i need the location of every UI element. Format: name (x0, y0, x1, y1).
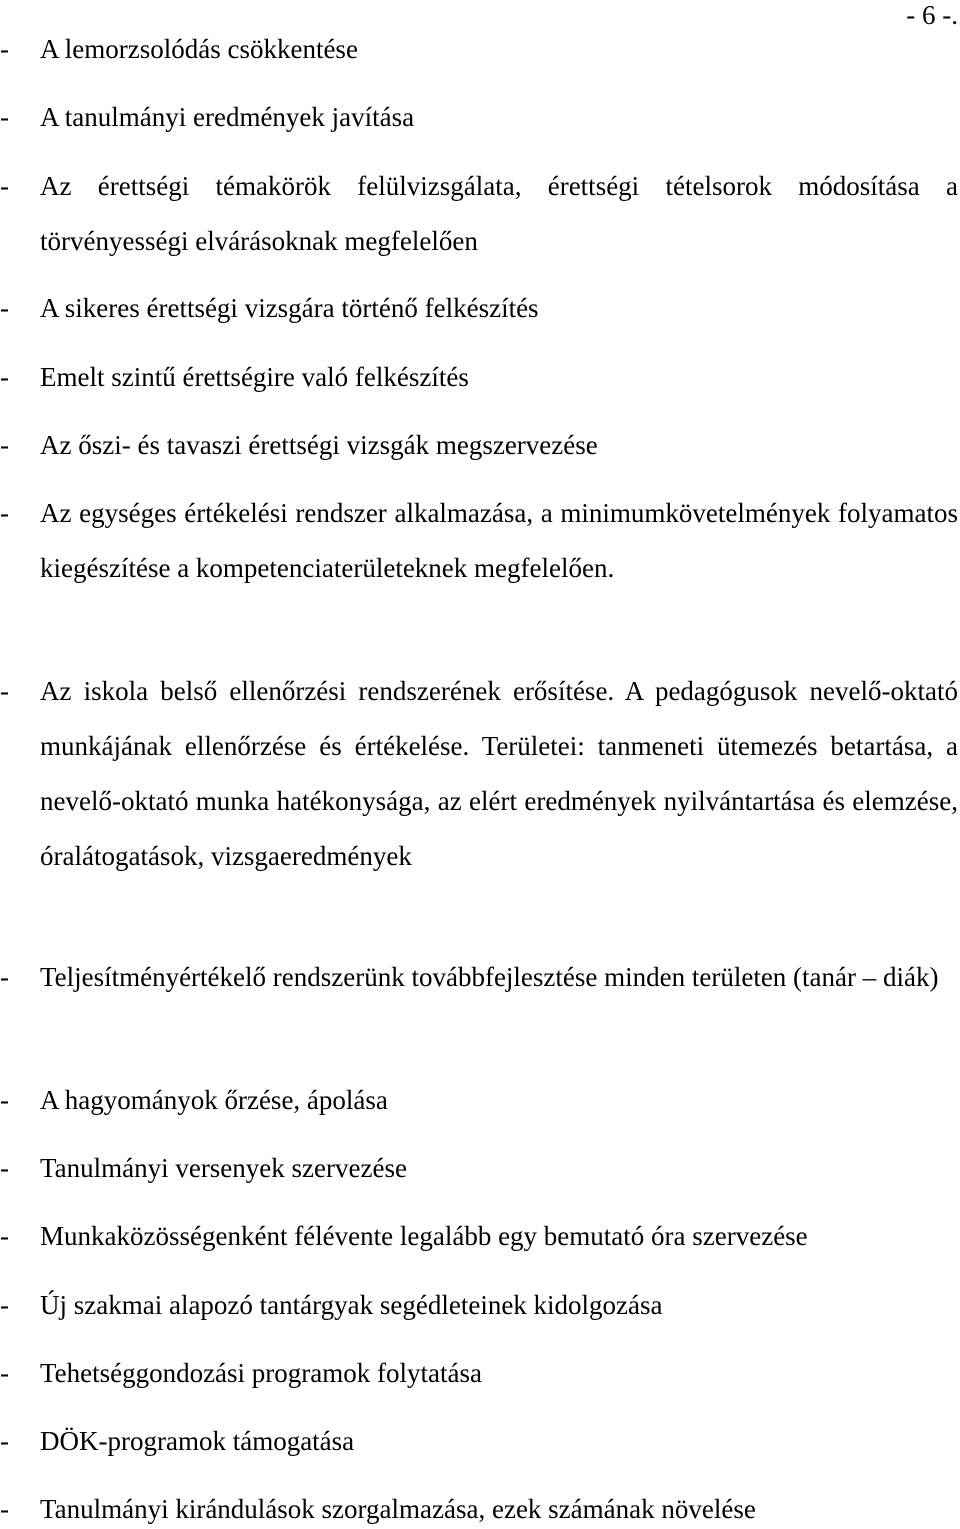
list-item-text: Emelt szintű érettségire való felkészítés (40, 362, 469, 392)
list-bullet-dash: - (0, 34, 9, 64)
list-item-text: Teljesítményértékelő rendszerünk továbbfejlesztése minden területen (tanár – diák) (40, 962, 939, 992)
list-bullet-dash: - (0, 962, 9, 992)
list-item (0, 171, 958, 269)
list-bullet-dash: - (0, 498, 9, 528)
list-bullet-dash: - (0, 362, 9, 392)
list-item-text: A tanulmányi eredmények javítása (40, 102, 415, 132)
list-bullet-dash: - (0, 1153, 9, 1183)
list-bullet-dash: - (0, 171, 9, 201)
list-item-text: A sikeres érettségi vizsgára történő felkészítés (40, 293, 539, 323)
list-item-text: A lemorzsolódás csökkentése (40, 34, 358, 64)
list-item-text: Tanulmányi versenyek szervezése (40, 1153, 407, 1183)
list-item-text: A hagyományok őrzése, ápolása (40, 1085, 388, 1115)
list-item (0, 1426, 958, 1456)
list-item (0, 1358, 958, 1388)
list-item-text: DÖK-programok támogatása (40, 1426, 355, 1456)
list-bullet-dash: - (0, 676, 9, 706)
list-item (0, 676, 958, 884)
list-item-text: Új szakmai alapozó tantárgyak segédleteinek kidolgozása (40, 1290, 663, 1320)
list-bullet-dash: - (0, 102, 9, 132)
list-bullet-dash: - (0, 1290, 9, 1320)
list-bullet-dash: - (0, 1085, 9, 1115)
list-item-text: Az őszi- és tavaszi érettségi vizsgák megszervezése (40, 430, 598, 460)
list-item (0, 1153, 958, 1183)
list-item (0, 293, 958, 323)
list-bullet-dash: - (0, 1494, 9, 1524)
list-bullet-dash: - (0, 1426, 9, 1456)
list-bullet-dash: - (0, 1358, 9, 1388)
list-item-text: Tanulmányi kirándulások szorgalmazása, ezek számának növelése (40, 1494, 756, 1524)
list-item-text: Tehetséggondozási programok folytatása (40, 1358, 482, 1388)
list-item (0, 430, 958, 460)
list-item-text: Munkaközösségenként félévente legalább egy bemutató óra szervezése (40, 1221, 808, 1251)
list-item (0, 1290, 958, 1320)
list-item-text: Az érettségi témakörök felülvizsgálata, érettségi tételsorok módosítása a törvényességi elvárásoknak megfelelően (40, 171, 958, 256)
list-item (0, 34, 958, 64)
list-item-text: Az egységes értékelési rendszer alkalmazása, a minimumkövetelmények folyamatos kiegészítése a kompetenciaterületeknek megfelelően. (40, 498, 958, 583)
list-bullet-dash: - (0, 1221, 9, 1251)
list-item (0, 362, 958, 392)
list-item (0, 1494, 958, 1524)
list-bullet-dash: - (0, 430, 9, 460)
list-item (0, 1085, 958, 1115)
page-number: - 6 -. (906, 0, 958, 30)
list-item (0, 962, 958, 1005)
list-item (0, 1221, 958, 1251)
list-item-text: Az iskola belső ellenőrzési rendszerének erősítése. A pedagógusok nevelő-oktató munkájának ellenőrzése és értékelése. Területei: tanmeneti ütemezés betartása, a nevelő-oktató munka hatékonysága, az elért eredmények nyilvántartása és elemzése, óralátogatások, vizsgaeredmények (40, 676, 958, 871)
list-item (0, 102, 958, 132)
list-bullet-dash: - (0, 293, 9, 323)
list-item (0, 498, 958, 596)
